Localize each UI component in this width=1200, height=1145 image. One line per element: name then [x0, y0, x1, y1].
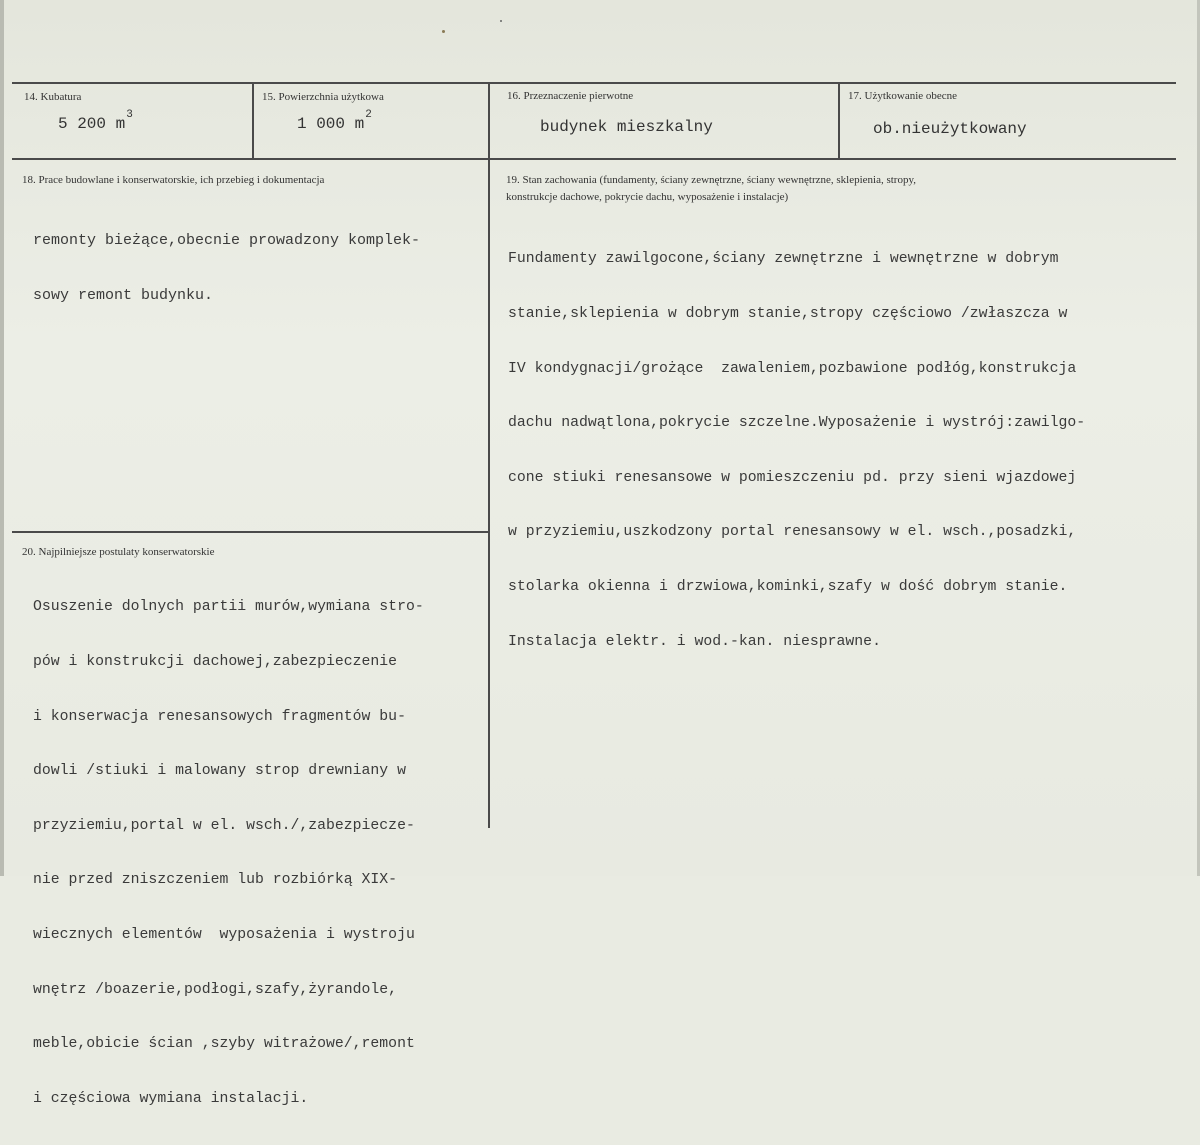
stan-label — [506, 172, 1166, 206]
przeznaczenie-label: 16. Przeznaczenie pierwotne — [507, 90, 634, 102]
top-rule — [12, 82, 1176, 84]
postulaty-line: Osuszenie dolnych partii murów,wymiana stro- — [33, 599, 424, 616]
postulaty-line: przyziemiu,portal w el. wsch./,zabezpiecze- — [33, 817, 415, 834]
postulaty-line: dowli /stiuki i malowany strop drewniany w — [33, 763, 406, 780]
przeznaczenie-value: budynek mieszkalny — [540, 118, 713, 136]
postulaty-line: nie przed zniszczeniem lub rozbiórką XIX- — [33, 872, 398, 889]
prace-line: sowy remont budynku. — [33, 287, 214, 305]
prace-label: 18. Prace budowlane i konserwatorskie, ich przebieg i dokumentacja — [22, 174, 325, 186]
stan-line: Instalacja elektr. i wod.-kan. niesprawne. — [508, 633, 881, 650]
stan-line: dachu nadwątlona,pokrycie szczelne.Wyposażenie i wystrój:zawilgo- — [508, 415, 1086, 432]
postulaty-line: i częściowa wymiana instalacji. — [33, 1090, 309, 1107]
paper-speck — [500, 20, 502, 22]
prace-text — [33, 196, 420, 342]
column-divider-main — [488, 83, 490, 828]
stan-line: cone stiuki renesansowe w pomieszczeniu pd. przy sieni wjazdowej — [508, 469, 1077, 486]
postulaty-line: pów i konstrukcji dachowej,zabezpieczenie — [33, 654, 398, 671]
stan-line: stolarka okienna i drzwiowa,kominki,szafy w dość dobrym stanie. — [508, 579, 1068, 596]
column-divider — [838, 83, 840, 159]
stan-label-line: konstrukcje dachowe, pokrycie dachu, wyposażenie i instalacje) — [506, 191, 789, 203]
postulaty-line: wnętrz /boazerie,podłogi,szafy,żyrandole, — [33, 981, 398, 998]
uzytkowanie-value: ob.nieużytkowany — [873, 120, 1027, 138]
column-divider — [252, 83, 254, 159]
section-divider — [12, 531, 488, 533]
prace-line: remonty bieżące,obecnie prowadzony komplek- — [33, 232, 421, 250]
stan-line: Fundamenty zawilgocone,ściany zewnętrzne i wewnętrzne w dobrym — [508, 251, 1059, 268]
stan-line: IV kondygnacji/grożące zawaleniem,pozbawione podłóg,konstrukcja — [508, 360, 1077, 377]
postulaty-line: meble,obicie ścian ,szyby witrażowe/,remont — [33, 1036, 415, 1053]
postulaty-line: i konserwacja renesansowych fragmentów bu- — [33, 708, 406, 725]
row-divider — [12, 158, 1176, 160]
postulaty-line: wiecznych elementów wyposażenia i wystroju — [33, 927, 415, 944]
powierzchnia-value: 1 000 $m^2$ — [297, 109, 372, 133]
stan-line: stanie,sklepienia w dobrym stanie,stropy częściowo /zwłaszcza w — [508, 306, 1068, 323]
paper-speck — [442, 30, 445, 33]
uzytkowanie-label: 17. Użytkowanie obecne — [848, 90, 958, 102]
kubatura-value: 5 200 $m^3$ — [58, 109, 133, 133]
powierzchnia-label: 15. Powierzchnia użytkowa — [262, 91, 384, 103]
postulaty-text — [33, 562, 424, 1145]
postulaty-label: 20. Najpilniejsze postulaty konserwatorskie — [22, 546, 215, 558]
kubatura-label: 14. Kubatura — [24, 91, 82, 103]
stan-label-line: 19. Stan zachowania (fundamenty, ściany zewnętrzne, ściany wewnętrzne, sklepienia, stropy, — [506, 174, 917, 186]
stan-line: w przyziemiu,uszkodzony portal renesansowy w el. wsch.,posadzki, — [508, 524, 1077, 541]
stan-text — [508, 214, 1085, 687]
card-edge-left — [0, 0, 4, 876]
